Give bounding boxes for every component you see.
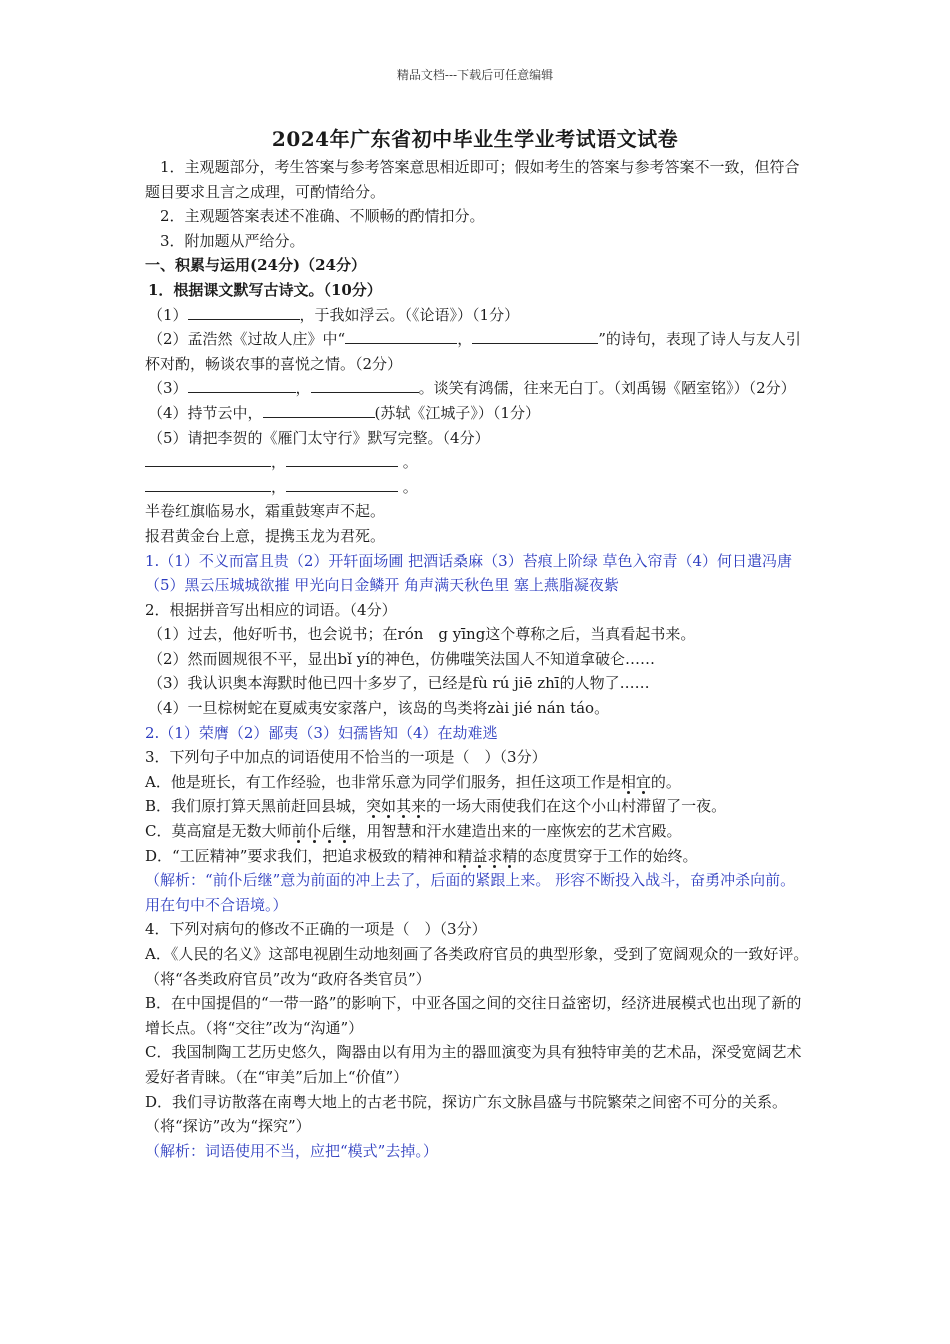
answer-blank[interactable]: [188, 305, 300, 320]
page-header: 精品文档---下载后可任意编辑: [396, 68, 554, 82]
dotted-word: 精益求精: [457, 846, 518, 865]
q4-option-b: B．在中国提倡的“一带一路”的影响下，中亚各国之间的交往日益密切，经济进展模式也出现了新的增长点。（将“交往”改为“沟通”）: [145, 994, 802, 1037]
exam-title: 2024年广东省初中毕业生学业考试语文试卷: [271, 127, 679, 151]
answer-blank[interactable]: [311, 378, 419, 393]
answer-blank[interactable]: [286, 477, 398, 492]
answer-blank[interactable]: [145, 477, 271, 492]
q4-option-d: D．我们寻访散落在南粤大地上的古老书院，探访广东文脉昌盛与书院繁荣之间密不可分的关系。（将“探访”改为“探究”）: [145, 1092, 788, 1136]
question-1-answer: 1.（1）不义而富且贵（2）开轩面场圃 把酒话桑麻（3）苔痕上阶绿 草色入帘青（4）何日遣冯唐（5）黑云压城城欲摧 甲光向日金鳞开 角声满天秋色里 塞上燕脂凝夜紫: [145, 551, 793, 595]
q3-option-c: C．莫高窟是无数大师前仆后继，用智慧和汗水建造出来的一座恢宏的艺术宫殿。: [145, 822, 682, 841]
q2-item-2: （2）然而圆规很不平，显出bǐ yí的神色，仿佛嗤笑法国人不知道拿破仑……: [148, 649, 655, 668]
document-body: [145, 155, 810, 1163]
note-2: 2．主观题答案表述不准确、不顺畅的酌情扣分。: [160, 207, 485, 226]
poem-blank-line-2: ， 。: [145, 475, 810, 500]
dotted-word: 突如其来: [366, 797, 427, 816]
question-4-answer: （解析：词语使用不当，应把“模式”去掉。）: [145, 1141, 438, 1160]
q1-item-4: （4）持节云中， (苏轼《江城子》）（1分）: [148, 403, 540, 422]
answer-blank[interactable]: [286, 452, 398, 467]
q2-item-1: （1）过去，他好听书，也会说书；在rón g yīng这个尊称之后，当真看起书来。: [148, 625, 696, 644]
section-heading: 一、积累与运用(24分)（24分）: [145, 256, 366, 275]
question-3-answer: （解析：“前仆后继”意为前面的冲上去了，后面的紧跟上来。 形容不断投入战斗，奋勇冲杀向前。用在句中不合语境。）: [145, 871, 796, 914]
question-2-title: 2．根据拼音写出相应的词语。（4分）: [145, 600, 397, 619]
q4-option-a: A．《人民的名义》这部电视剧生动地刻画了各类政府官员的典型形象，受到了宽阔观众的一致好评。（将“各类政府官员”改为“政府各类官员”）: [145, 945, 809, 988]
answer-blank[interactable]: [188, 378, 296, 393]
answer-blank[interactable]: [345, 329, 457, 344]
q2-item-3: （3）我认识奥本海默时他已四十多岁了，已经是fù rú jiē zhī的人物了……: [148, 674, 650, 693]
q1-item-3: （3） ， 。谈笑有鸿儒，往来无白丁。（刘禹锡《陋室铭》）（2分）: [148, 379, 796, 398]
poem-blank-line-1: ， 。: [145, 450, 810, 475]
poem-line-4: 报君黄金台上意，提携玉龙为君死。: [145, 526, 386, 545]
question-2-answer: 2.（1）荣膺（2）鄙夷（3）妇孺皆知（4）在劫难逃: [145, 723, 498, 742]
note-3: 3．附加题从严给分。: [160, 231, 305, 250]
dotted-word: 相宜: [620, 772, 651, 791]
q1-item-1: （1） ，于我如浮云。（《论语》）（1分）: [148, 305, 520, 324]
q2-item-4: （4）一旦棕树蛇在夏威夷安家落户，该岛的鸟类将zài jié nán táo。: [148, 699, 610, 718]
question-1-title: 1．根据课文默写古诗文。（10分）: [148, 280, 382, 299]
answer-blank[interactable]: [263, 403, 375, 418]
q1-item-5: （5）请把李贺的《雁门太守行》默写完整。（4分）: [148, 428, 490, 447]
q3-option-b: B．我们原打算天黑前赶回县城，突如其来的一场大雨使我们在这个小山村滞留了一夜。: [145, 797, 727, 816]
q4-option-c: C．我国制陶工艺历史悠久，陶器由以有用为主的器皿演变为具有独特审美的艺术品，深受宽阔艺术爱好者青睐。（在“审美”后加上“价值”）: [145, 1043, 802, 1086]
q3-option-d: D．“工匠精神”要求我们，把追求极致的精神和精益求精的态度贯穿于工作的始终。: [145, 846, 698, 865]
answer-blank[interactable]: [472, 329, 598, 344]
question-3-title: 3．下列句子中加点的词语使用不恰当的一项是（ ）（3分）: [145, 748, 547, 767]
poem-line-3: 半卷红旗临易水，霜重鼓寒声不起。: [145, 502, 386, 521]
question-4-title: 4．下列对病句的修改不正确的一项是（ ）（3分）: [145, 920, 487, 939]
q1-item-2: （2）孟浩然《过故人庄》中“ ， ”的诗句，表现了诗人与友人引杯对酌，畅谈农事的喜悦之情。（2分）: [145, 330, 801, 373]
q3-option-a: A．他是班长，有工作经验，也非常乐意为同学们服务，担任这项工作是相宜的。: [145, 772, 681, 791]
note-1: 1．主观题部分，考生答案与参考答案意思相近即可；假如考生的答案与参考答案不一致，但符合题目要求且言之成理，可酌情给分。: [145, 158, 800, 201]
dotted-word: 前仆后继: [291, 822, 352, 841]
answer-blank[interactable]: [145, 452, 271, 467]
